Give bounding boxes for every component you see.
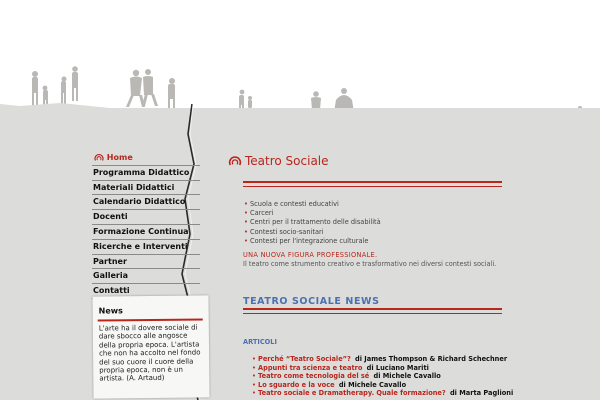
article-item: • Appunti tra scienza e teatro di Luciano Mariti (252, 363, 429, 372)
silhouette (72, 66, 78, 101)
tagline-subtitle: Il teatro come strumento creativo e trasformativo nei diversi contesti sociali. (243, 260, 497, 268)
article-link[interactable]: Teatro sociale e Dramatherapy. Quale formazione? (258, 389, 446, 398)
list-item: • Centri per il trattamento delle disabilità (244, 218, 381, 227)
header-banner (0, 0, 600, 120)
spiral-icon (94, 153, 104, 162)
tagline: UNA NUOVA FIGURA PROFESSIONALE. (243, 251, 378, 259)
article-author: di Luciano Mariti (366, 363, 429, 372)
nav-galleria[interactable]: Galleria (92, 269, 200, 284)
nav-ricerche-interventi[interactable]: Ricerche e Interventi (92, 240, 200, 255)
context-list (244, 200, 381, 246)
page-title (228, 154, 329, 168)
silhouette (43, 86, 48, 107)
article-link[interactable]: Lo sguardo e la voce (258, 380, 335, 389)
article-link[interactable]: Teatro come tecnologia del sé (258, 372, 370, 381)
silhouette (61, 77, 67, 105)
article-item: • Lo sguardo e la voce di Michele Cavallo (252, 380, 407, 389)
list-item: • Contesti socio-sanitari (244, 227, 324, 236)
news-box-quote: L'arte ha il dovere sociale di dare sbocco alle angosce della propria epoca. L'artista che non ha accolto nel fondo del suo cuore il cuore della propria epoca, non è un artista. (A. Artaud) (98, 323, 201, 383)
nav-home[interactable] (92, 151, 200, 166)
list-item: • Scuola e contesti educativi (244, 200, 339, 208)
nav-contatti[interactable]: Contatti (92, 284, 200, 299)
silhouette (248, 96, 252, 108)
silhouette (126, 70, 145, 107)
nav-partner[interactable]: Partner (92, 255, 200, 270)
nav-home-label: Home (106, 153, 133, 162)
news-box-title: News (98, 306, 123, 316)
articles-list (252, 355, 513, 398)
list-item: • Carceri (244, 209, 274, 218)
nav-docenti[interactable]: Docenti (92, 210, 200, 225)
articles-label: ARTICOLI (243, 338, 277, 346)
article-item: • Teatro sociale e Dramatherapy. Quale formazione? di Marta Paglioni (252, 389, 514, 398)
page-title-text: Teatro Sociale (245, 154, 329, 168)
nav-programma-didattico[interactable]: Programma Didattico (92, 166, 200, 181)
article-author: di Michele Cavallo (338, 380, 407, 389)
news-heading: TEATRO SOCIALE NEWS (243, 296, 380, 307)
silhouette (142, 69, 158, 106)
sidebar-nav (92, 151, 200, 299)
nav-calendario-didattico[interactable]: Calendario Didattico (92, 195, 200, 210)
article-item: • Teatro come tecnologia del sé di Michele Cavallo (252, 372, 441, 381)
spiral-icon (228, 155, 242, 167)
list-item: • Contesti per l'integrazione culturale (244, 236, 369, 245)
article-author: di Michele Cavallo (373, 372, 441, 381)
title-divider (243, 181, 502, 188)
article-author: di James Thompson & Richard Schechner (355, 355, 508, 363)
article-item: • Perché “Teatro Sociale”? di James Thompson & Richard Schechner (252, 355, 508, 363)
nav-materiali-didattici[interactable]: Materiali Didattici (92, 181, 200, 196)
news-box-divider (98, 318, 203, 321)
news-box (92, 295, 209, 398)
article-author: di Marta Paglioni (449, 389, 514, 398)
silhouette (32, 71, 38, 106)
article-link[interactable]: Perché “Teatro Sociale”? (258, 355, 351, 363)
news-divider (243, 308, 502, 315)
article-link[interactable]: Appunti tra scienza e teatro (258, 363, 363, 372)
nav-formazione-continua[interactable]: Formazione Continua (92, 225, 200, 240)
